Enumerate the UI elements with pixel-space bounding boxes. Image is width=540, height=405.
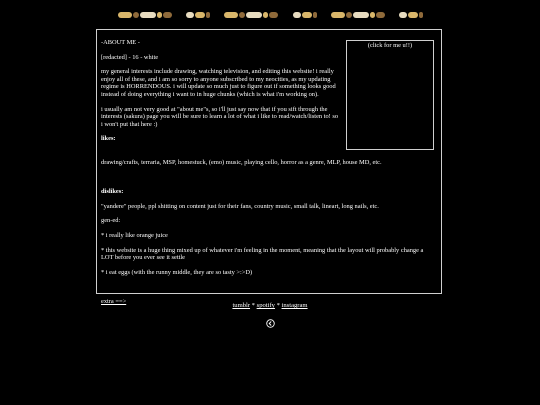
interests-paragraph: my general interests include drawing, watching television, and editing this website! i really enjoy all of these, and i am so sorry to anyone subscribed to my neocities, as my updating regime is HORRENDOUS. i will update so much just to figure out if something looks good instead of doing everything i want to in huge chunks (which is what i'm working on).	[101, 68, 336, 98]
about-me-lower-section	[101, 159, 437, 313]
extra-link[interactable]: extra ==>	[101, 297, 127, 305]
pixel-doodle-banner	[118, 9, 423, 21]
likes-text: drawing/crafts, terraria, MSP, homestuck, (emo) music, playing cello, horror as a genre, MLP, house MD, etc.	[101, 159, 382, 166]
banner-doodle-6	[399, 10, 423, 20]
fact-orange-juice: * i really like orange juice	[101, 231, 168, 239]
dislikes-text: "yandere" people, ppl shitting on content just for their fans, country music, small talk, lineart, long nails, etc.	[101, 202, 379, 210]
banner-doodle-2	[186, 10, 210, 20]
profile-image-caption[interactable]: (click for me u!!)	[367, 42, 413, 49]
fact-website-layout: * this website is a huge thing mixed up of whatever i'm feeling in the moment, meaning that the layout will probably change a LOT before you ever see it settle	[101, 246, 424, 262]
dislikes-label: dislikes:	[101, 188, 124, 196]
instagram-link[interactable]: instagram	[281, 302, 308, 309]
tumblr-link[interactable]: tumblr	[232, 302, 251, 309]
about-me-main-column	[101, 39, 339, 143]
likes-label: likes:	[101, 135, 116, 143]
about-me-paragraph: i usually am not very good at "about me"s, so i'll just say now that if you sift through the interests (sakura) page you will be sure to learn a lot of what i like to read/watch/listen to! so i won't put that here :)	[101, 105, 339, 128]
separator: *	[274, 302, 282, 309]
spotify-link[interactable]: spotify	[256, 302, 275, 309]
gen-ed-label: gen-ed:	[101, 217, 121, 225]
social-links	[0, 302, 540, 310]
about-me-card	[96, 29, 442, 305]
about-heading: -ABOUT ME -	[101, 39, 140, 46]
profile-image-frame[interactable]	[346, 40, 434, 150]
identity-line: [redacted] - 16 - white	[101, 53, 159, 61]
separator: *	[250, 302, 257, 309]
banner-doodle-5	[331, 10, 385, 20]
fact-eggs: * i eat eggs (with the runny middle, they are so tasty >:>D)	[101, 268, 253, 276]
banner-doodle-1	[118, 10, 172, 20]
banner-doodle-4	[293, 10, 317, 20]
back-arrow-circle-icon[interactable]	[266, 319, 275, 328]
banner-doodle-3	[224, 10, 278, 20]
